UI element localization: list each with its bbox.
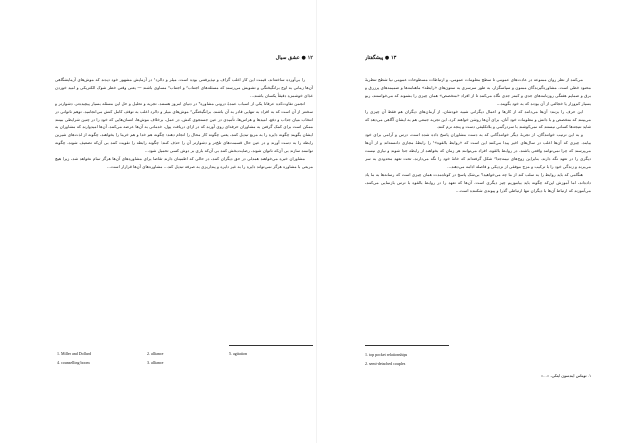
footnotes [365,351,591,368]
paragraph: انجمن تفاوت‌کده عرفانا یکی از اسباب عمدهٔ درونی مشاوره⁴ در دنیای امروز هستند. تجربه و تحلیل و حل این مسئله بسیار پیچیده‌تر، دشوارتر و سختتر از آن است که به افراد به تنهایی قادر به آن باشند. برانگیختگی⁵ موش‌های میلر و دالرد اغلب به توقف کامل کنش می‌انجامید. توهم ناتوانی در انتخاب میان جذاب و دفع، امیدها و هراس‌ها، تأمیدی در عین جستجوی کنش. در عمل، برخلاف موش‌ها، انسان‌هایی که خود را در چنین شرایطی ببینند ممکن است برای کمک گرفتن به مشاوران حرفه‌ای روی آورند که در ازای دریافت پول، خدماتی به آن‌ها عرضه می‌کنند. آن‌ها امیدوارند که مشاوران به ایشان بگویند چگونه دایره را به مربع تبدیل کنند، یعنی چگونه کار محال را انجام دهند: چگونه هم خدا و هم خرما را بخواهند، چگونه از لذت‌های شیرین رابطه را به دست آورند و در عین حال قسمت‌های تلخ‌تر و دشوارتر آن را حذف کنند؛ چگونه رابطه را تقویت کنند بی آن‌که تضعیف شوند، چگونه توانمند سازند بی آن‌که ناتوان شوند، رضایت‌بخش کنند بی آن‌که باری بر دوش کسی تحمیل شود... [55,100,313,154]
paragraph: این حرف را بزنند: آن‌ها می‌دانند که از کارها و اعمال دیگرانی شبیه خودشان، از آرمان‌های دیگران هم فقط آن چیزی را می‌بینند که متخصص و با دانش و معلومات خود آنان، برای آن‌ها روشن خواهند کرد. این تجربه جمعی هم به ایشان آگاهی می‌دهد که شاید نتیجه‌ها کسانی نیستند که نمی‌کوشند با سردرگمی و بلاتکلیفی دست و پنجه نرم کنند. [365,108,591,130]
footnote: 2. semi-detached couples [365,360,406,366]
paragraph: می‌کنند از نظر روان ممنوعه در عادت‌های عمومی تا سطح معلومات عمومی، و ارتباطات مسطوحات عمومی نیا شطح تنظریهٔ محنود خطی است. مشاوره‌گیرندگان ممنون و سپاسگزار، به طور سرسری به ستون‌های «رابطه» ماهنامه‌ها و ضمیمه‌های پرزرق و برق و ضمایم هفتگی روزنامه‌های جدی و کمتر جدی نگاه می‌کنند تا از افراد «متخصص» همان چیزی را بشنوند که می‌خواستند، ربو بسیار کم‌وزار یا خجالتی از آن بودند که به خود بگویند... [365,77,591,106]
footnote: 5. agitation [229,351,247,356]
footnote: 4. counselling boom [57,360,90,365]
page-body [55,76,313,333]
footnote-rule [229,345,313,346]
footnote: 2. alliance [147,351,164,356]
footnote-persian: ۱. توماس ایندسون ایتکی، «...» [540,373,591,378]
paragraph: مشاوران خبره می‌خواهند همدلی در حق دیگران کنند، در حالی که اطمینان دارند تقاضا برای مشاوره‌های آن‌ها هرگز تمام نخواهد شد، زیرا هیچ مربعی با مشاوره هرگز نمی‌تواند دایره را به غیر دایره و پنداریزی به صرفه تبدیل کند... مشاوره‌های آن‌ها قرارار است... [55,156,313,169]
footnote: 1. Miller and Dollard [57,351,91,356]
page-body [365,76,591,333]
left-page [55,0,313,443]
footnote: 3. alliance [147,360,164,365]
right-page [365,0,591,443]
gutter [316,0,317,443]
paragraph: و به این ترتیب خوانندگان، از تجربهٔ دیگر خوانندگانی که به دست مشاوران پاسخ داده شده است، درس و آرامی برای خود بیابند. چیزی که آن‌ها اغلب در سال‌های اخیر پیدا می‌کنند این است که «روابط بالقوه»¹ را رابطهٔ مجازی دانسته‌اند و از آن‌ها می‌پرسند که چرا نمی‌توانند واقعی باشند. در روابط بالقوه، افراد می‌توانند هر زمان که بخواهند از رابطه جدا شوند و نیازی نیست دیگری را در تعهد نگه دارند. بنابراین زوج‌های نیمه‌جدا² شکل گرفته‌اند که خانهٔ خود را نگه می‌دارند، تحت تعهد محدودی به سر می‌برند و زندگی خود را با ترکیب و مزج موفقی از نزدیکی و فاصله ادامه می‌دهند... [365,132,591,169]
paragraph: هنگامی که باید روابط را به سلب کند از ما چه می‌خواهید؟ بی‌شک پاسخ در کوتاه‌مدت همان چیزی است که رسانه‌ها به ما یاد داده‌اند، اما آموزش این‌که چگونه باید بیاموزیم چیز دیگری است. آن‌ها که تعهد را در روابط بالقوه با ترس بازنمایی می‌کنند، می‌آموزند که ارتباط آن‌ها با دیگران تنها ارتباطی گذرا و پیوندی شکننده است... [365,171,591,193]
page-header: ۱۲ ● عشق سیال [275,55,313,61]
footnote: 1. top pocket relationships [365,352,408,357]
footnotes [57,351,309,365]
page-header: ۱۳ ● پیشگفتار [365,55,397,61]
footnote-rule [365,345,449,346]
paragraph: را بی‌آورده ساخته‌اند، قیمت این کار اغلب گزاف و تپذیرفتنی بوده است. میلر و دالرد¹ در آزمایش مشهور خود دیدند که موش‌های آزمایشگاهی آن‌ها زمانی به اوج برانگیختگی و تشویش می‌رسند که مسئله‌های اجتناب² و اجتناب³ مساوی باشند — یعنی وقتی خطر شوک الکتریکی و امید خوردن غذای خوشمزه دقیقاً یکسان باشند... [55,77,313,98]
